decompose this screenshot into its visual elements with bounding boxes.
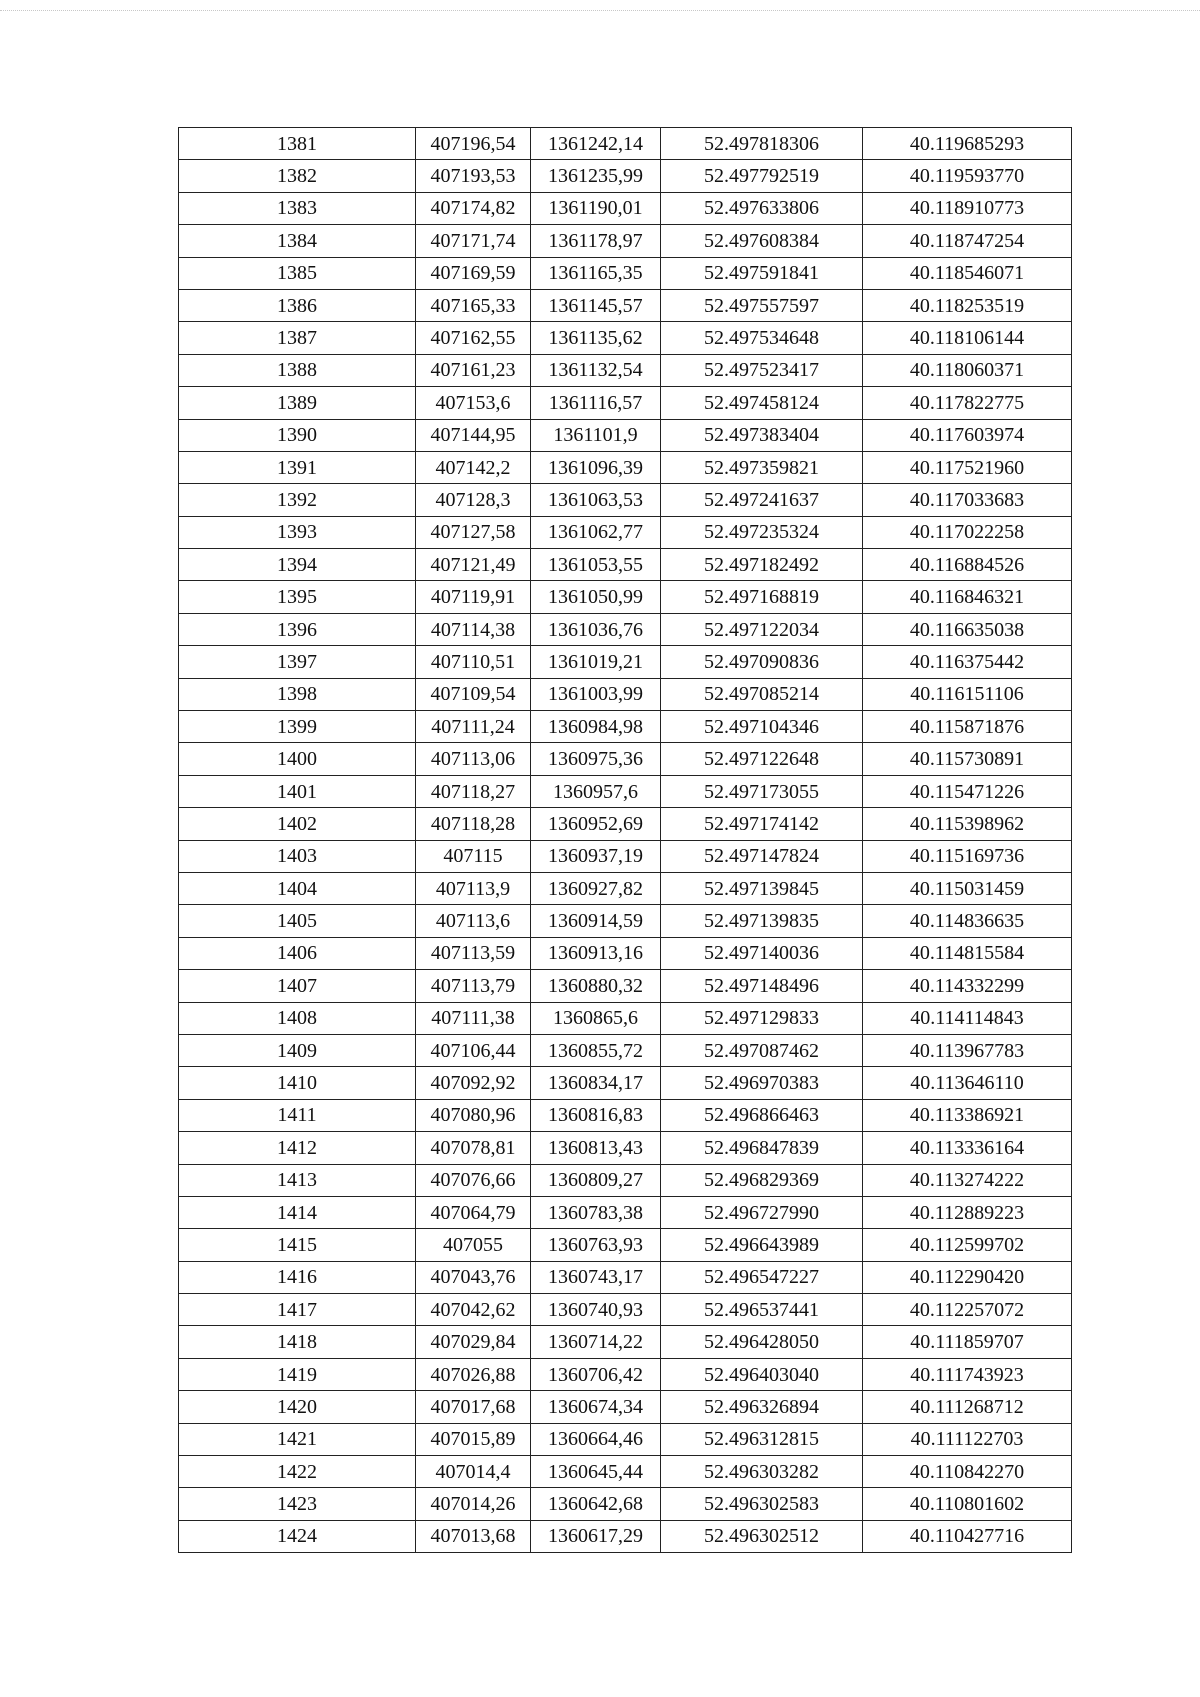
longitude-cell: 40.113967783 (863, 1034, 1072, 1066)
table-row (179, 257, 1072, 289)
longitude-cell: 40.117521960 (863, 451, 1072, 483)
y-coordinate-cell: 1360855,72 (531, 1034, 661, 1066)
x-coordinate-cell: 407153,6 (416, 387, 531, 419)
longitude-cell: 40.114836635 (863, 905, 1072, 937)
longitude-cell: 40.118747254 (863, 225, 1072, 257)
point-number-cell: 1401 (179, 775, 416, 807)
longitude-cell: 40.112257072 (863, 1294, 1072, 1326)
x-coordinate-cell: 407014,4 (416, 1456, 531, 1488)
y-coordinate-cell: 1361003,99 (531, 678, 661, 710)
longitude-cell: 40.113386921 (863, 1099, 1072, 1131)
x-coordinate-cell: 407113,06 (416, 743, 531, 775)
table-row (179, 225, 1072, 257)
latitude-cell: 52.496829369 (661, 1164, 863, 1196)
latitude-cell: 52.497818306 (661, 128, 863, 160)
point-number-cell: 1389 (179, 387, 416, 419)
table-row (179, 872, 1072, 904)
latitude-cell: 52.497174142 (661, 808, 863, 840)
longitude-cell: 40.115169736 (863, 840, 1072, 872)
point-number-cell: 1399 (179, 711, 416, 743)
x-coordinate-cell: 407029,84 (416, 1326, 531, 1358)
latitude-cell: 52.497147824 (661, 840, 863, 872)
table-row (179, 160, 1072, 192)
longitude-cell: 40.111859707 (863, 1326, 1072, 1358)
y-coordinate-cell: 1361036,76 (531, 613, 661, 645)
latitude-cell: 52.497148496 (661, 970, 863, 1002)
table-row (179, 840, 1072, 872)
latitude-cell: 52.497557597 (661, 289, 863, 321)
latitude-cell: 52.497591841 (661, 257, 863, 289)
latitude-cell: 52.497792519 (661, 160, 863, 192)
point-number-cell: 1413 (179, 1164, 416, 1196)
table-row (179, 970, 1072, 1002)
x-coordinate-cell: 407193,53 (416, 160, 531, 192)
table-row (179, 711, 1072, 743)
point-number-cell: 1416 (179, 1261, 416, 1293)
latitude-cell: 52.497608384 (661, 225, 863, 257)
x-coordinate-cell: 407092,92 (416, 1067, 531, 1099)
x-coordinate-cell: 407144,95 (416, 419, 531, 451)
x-coordinate-cell: 407014,26 (416, 1488, 531, 1520)
y-coordinate-cell: 1360816,83 (531, 1099, 661, 1131)
y-coordinate-cell: 1361116,57 (531, 387, 661, 419)
y-coordinate-cell: 1360642,68 (531, 1488, 661, 1520)
longitude-cell: 40.114114843 (863, 1002, 1072, 1034)
table-row (179, 743, 1072, 775)
scan-top-edge (0, 10, 1200, 11)
point-number-cell: 1419 (179, 1358, 416, 1390)
x-coordinate-cell: 407119,91 (416, 581, 531, 613)
x-coordinate-cell: 407165,33 (416, 289, 531, 321)
table-row (179, 1261, 1072, 1293)
latitude-cell: 52.497458124 (661, 387, 863, 419)
x-coordinate-cell: 407111,24 (416, 711, 531, 743)
longitude-cell: 40.118060371 (863, 354, 1072, 386)
latitude-cell: 52.497139845 (661, 872, 863, 904)
x-coordinate-cell: 407055 (416, 1229, 531, 1261)
point-number-cell: 1423 (179, 1488, 416, 1520)
y-coordinate-cell: 1360674,34 (531, 1391, 661, 1423)
longitude-cell: 40.117022258 (863, 516, 1072, 548)
x-coordinate-cell: 407115 (416, 840, 531, 872)
point-number-cell: 1408 (179, 1002, 416, 1034)
y-coordinate-cell: 1361135,62 (531, 322, 661, 354)
point-number-cell: 1417 (179, 1294, 416, 1326)
table-row (179, 1034, 1072, 1066)
x-coordinate-cell: 407043,76 (416, 1261, 531, 1293)
latitude-cell: 52.496302512 (661, 1520, 863, 1552)
latitude-cell: 52.497122034 (661, 613, 863, 645)
point-number-cell: 1390 (179, 419, 416, 451)
y-coordinate-cell: 1361242,14 (531, 128, 661, 160)
latitude-cell: 52.497087462 (661, 1034, 863, 1066)
point-number-cell: 1381 (179, 128, 416, 160)
longitude-cell: 40.115031459 (863, 872, 1072, 904)
longitude-cell: 40.116151106 (863, 678, 1072, 710)
y-coordinate-cell: 1360865,6 (531, 1002, 661, 1034)
y-coordinate-cell: 1360763,93 (531, 1229, 661, 1261)
longitude-cell: 40.116846321 (863, 581, 1072, 613)
longitude-cell: 40.111122703 (863, 1423, 1072, 1455)
longitude-cell: 40.110842270 (863, 1456, 1072, 1488)
x-coordinate-cell: 407113,6 (416, 905, 531, 937)
latitude-cell: 52.497122648 (661, 743, 863, 775)
x-coordinate-cell: 407042,62 (416, 1294, 531, 1326)
x-coordinate-cell: 407076,66 (416, 1164, 531, 1196)
longitude-cell: 40.116375442 (863, 646, 1072, 678)
y-coordinate-cell: 1361096,39 (531, 451, 661, 483)
latitude-cell: 52.497182492 (661, 549, 863, 581)
latitude-cell: 52.497090836 (661, 646, 863, 678)
y-coordinate-cell: 1361019,21 (531, 646, 661, 678)
table-row (179, 775, 1072, 807)
latitude-cell: 52.497359821 (661, 451, 863, 483)
x-coordinate-cell: 407078,81 (416, 1132, 531, 1164)
x-coordinate-cell: 407169,59 (416, 257, 531, 289)
table-row (179, 1358, 1072, 1390)
x-coordinate-cell: 407196,54 (416, 128, 531, 160)
longitude-cell: 40.113336164 (863, 1132, 1072, 1164)
table-row (179, 1456, 1072, 1488)
y-coordinate-cell: 1360984,98 (531, 711, 661, 743)
longitude-cell: 40.115730891 (863, 743, 1072, 775)
point-number-cell: 1397 (179, 646, 416, 678)
point-number-cell: 1394 (179, 549, 416, 581)
table-row (179, 128, 1072, 160)
x-coordinate-cell: 407171,74 (416, 225, 531, 257)
y-coordinate-cell: 1360937,19 (531, 840, 661, 872)
x-coordinate-cell: 407127,58 (416, 516, 531, 548)
table-row (179, 646, 1072, 678)
point-number-cell: 1402 (179, 808, 416, 840)
longitude-cell: 40.117822775 (863, 387, 1072, 419)
latitude-cell: 52.497140036 (661, 937, 863, 969)
table-row (179, 613, 1072, 645)
longitude-cell: 40.111268712 (863, 1391, 1072, 1423)
table-row (179, 1132, 1072, 1164)
table-row (179, 1099, 1072, 1131)
x-coordinate-cell: 407026,88 (416, 1358, 531, 1390)
table-row (179, 1423, 1072, 1455)
point-number-cell: 1410 (179, 1067, 416, 1099)
longitude-cell: 40.113274222 (863, 1164, 1072, 1196)
point-number-cell: 1418 (179, 1326, 416, 1358)
longitude-cell: 40.119685293 (863, 128, 1072, 160)
y-coordinate-cell: 1360927,82 (531, 872, 661, 904)
y-coordinate-cell: 1361101,9 (531, 419, 661, 451)
y-coordinate-cell: 1360975,36 (531, 743, 661, 775)
y-coordinate-cell: 1361050,99 (531, 581, 661, 613)
y-coordinate-cell: 1360952,69 (531, 808, 661, 840)
x-coordinate-cell: 407113,9 (416, 872, 531, 904)
longitude-cell: 40.118910773 (863, 192, 1072, 224)
table-row (179, 322, 1072, 354)
x-coordinate-cell: 407064,79 (416, 1196, 531, 1228)
y-coordinate-cell: 1360880,32 (531, 970, 661, 1002)
table-row (179, 419, 1072, 451)
table-row (179, 678, 1072, 710)
coordinates-table (178, 127, 1072, 1553)
latitude-cell: 52.496303282 (661, 1456, 863, 1488)
latitude-cell: 52.497168819 (661, 581, 863, 613)
x-coordinate-cell: 407080,96 (416, 1099, 531, 1131)
latitude-cell: 52.496312815 (661, 1423, 863, 1455)
x-coordinate-cell: 407015,89 (416, 1423, 531, 1455)
table-row (179, 937, 1072, 969)
longitude-cell: 40.112290420 (863, 1261, 1072, 1293)
y-coordinate-cell: 1360813,43 (531, 1132, 661, 1164)
latitude-cell: 52.497241637 (661, 484, 863, 516)
x-coordinate-cell: 407128,3 (416, 484, 531, 516)
point-number-cell: 1405 (179, 905, 416, 937)
longitude-cell: 40.111743923 (863, 1358, 1072, 1390)
y-coordinate-cell: 1360714,22 (531, 1326, 661, 1358)
x-coordinate-cell: 407113,59 (416, 937, 531, 969)
point-number-cell: 1420 (179, 1391, 416, 1423)
latitude-cell: 52.496547227 (661, 1261, 863, 1293)
point-number-cell: 1424 (179, 1520, 416, 1552)
latitude-cell: 52.497534648 (661, 322, 863, 354)
longitude-cell: 40.117603974 (863, 419, 1072, 451)
x-coordinate-cell: 407013,68 (416, 1520, 531, 1552)
point-number-cell: 1415 (179, 1229, 416, 1261)
longitude-cell: 40.112889223 (863, 1196, 1072, 1228)
table-row (179, 516, 1072, 548)
point-number-cell: 1411 (179, 1099, 416, 1131)
latitude-cell: 52.497383404 (661, 419, 863, 451)
latitude-cell: 52.497129833 (661, 1002, 863, 1034)
longitude-cell: 40.114815584 (863, 937, 1072, 969)
point-number-cell: 1386 (179, 289, 416, 321)
y-coordinate-cell: 1360740,93 (531, 1294, 661, 1326)
x-coordinate-cell: 407161,23 (416, 354, 531, 386)
y-coordinate-cell: 1361053,55 (531, 549, 661, 581)
y-coordinate-cell: 1360783,38 (531, 1196, 661, 1228)
latitude-cell: 52.496866463 (661, 1099, 863, 1131)
latitude-cell: 52.496970383 (661, 1067, 863, 1099)
table-row (179, 905, 1072, 937)
longitude-cell: 40.114332299 (863, 970, 1072, 1002)
latitude-cell: 52.497173055 (661, 775, 863, 807)
y-coordinate-cell: 1360913,16 (531, 937, 661, 969)
table-row (179, 354, 1072, 386)
latitude-cell: 52.496537441 (661, 1294, 863, 1326)
point-number-cell: 1388 (179, 354, 416, 386)
table-row (179, 1229, 1072, 1261)
x-coordinate-cell: 407110,51 (416, 646, 531, 678)
x-coordinate-cell: 407162,55 (416, 322, 531, 354)
longitude-cell: 40.119593770 (863, 160, 1072, 192)
latitude-cell: 52.497235324 (661, 516, 863, 548)
point-number-cell: 1404 (179, 872, 416, 904)
table-row (179, 1196, 1072, 1228)
longitude-cell: 40.117033683 (863, 484, 1072, 516)
longitude-cell: 40.115398962 (863, 808, 1072, 840)
table-row (179, 289, 1072, 321)
longitude-cell: 40.116884526 (863, 549, 1072, 581)
latitude-cell: 52.496847839 (661, 1132, 863, 1164)
table-row (179, 451, 1072, 483)
point-number-cell: 1400 (179, 743, 416, 775)
table-row (179, 581, 1072, 613)
point-number-cell: 1412 (179, 1132, 416, 1164)
table-row (179, 1391, 1072, 1423)
table-row (179, 1520, 1072, 1552)
y-coordinate-cell: 1361145,57 (531, 289, 661, 321)
y-coordinate-cell: 1361235,99 (531, 160, 661, 192)
point-number-cell: 1393 (179, 516, 416, 548)
x-coordinate-cell: 407111,38 (416, 1002, 531, 1034)
longitude-cell: 40.110427716 (863, 1520, 1072, 1552)
x-coordinate-cell: 407142,2 (416, 451, 531, 483)
longitude-cell: 40.112599702 (863, 1229, 1072, 1261)
latitude-cell: 52.496302583 (661, 1488, 863, 1520)
x-coordinate-cell: 407118,28 (416, 808, 531, 840)
longitude-cell: 40.116635038 (863, 613, 1072, 645)
longitude-cell: 40.118106144 (863, 322, 1072, 354)
latitude-cell: 52.496428050 (661, 1326, 863, 1358)
latitude-cell: 52.497085214 (661, 678, 863, 710)
y-coordinate-cell: 1361062,77 (531, 516, 661, 548)
longitude-cell: 40.113646110 (863, 1067, 1072, 1099)
point-number-cell: 1383 (179, 192, 416, 224)
point-number-cell: 1414 (179, 1196, 416, 1228)
longitude-cell: 40.115471226 (863, 775, 1072, 807)
longitude-cell: 40.118546071 (863, 257, 1072, 289)
y-coordinate-cell: 1360706,42 (531, 1358, 661, 1390)
latitude-cell: 52.496643989 (661, 1229, 863, 1261)
table-row (179, 1294, 1072, 1326)
point-number-cell: 1392 (179, 484, 416, 516)
table-row (179, 808, 1072, 840)
point-number-cell: 1382 (179, 160, 416, 192)
point-number-cell: 1385 (179, 257, 416, 289)
latitude-cell: 52.496326894 (661, 1391, 863, 1423)
latitude-cell: 52.496403040 (661, 1358, 863, 1390)
latitude-cell: 52.497139835 (661, 905, 863, 937)
x-coordinate-cell: 407114,38 (416, 613, 531, 645)
point-number-cell: 1391 (179, 451, 416, 483)
point-number-cell: 1395 (179, 581, 416, 613)
table-row (179, 549, 1072, 581)
longitude-cell: 40.110801602 (863, 1488, 1072, 1520)
x-coordinate-cell: 407017,68 (416, 1391, 531, 1423)
y-coordinate-cell: 1360617,29 (531, 1520, 661, 1552)
table-row (179, 387, 1072, 419)
latitude-cell: 52.497523417 (661, 354, 863, 386)
y-coordinate-cell: 1361132,54 (531, 354, 661, 386)
x-coordinate-cell: 407106,44 (416, 1034, 531, 1066)
y-coordinate-cell: 1360743,17 (531, 1261, 661, 1293)
table-row (179, 1002, 1072, 1034)
x-coordinate-cell: 407118,27 (416, 775, 531, 807)
point-number-cell: 1407 (179, 970, 416, 1002)
latitude-cell: 52.497633806 (661, 192, 863, 224)
y-coordinate-cell: 1361165,35 (531, 257, 661, 289)
latitude-cell: 52.496727990 (661, 1196, 863, 1228)
x-coordinate-cell: 407121,49 (416, 549, 531, 581)
y-coordinate-cell: 1360834,17 (531, 1067, 661, 1099)
point-number-cell: 1387 (179, 322, 416, 354)
table-row (179, 484, 1072, 516)
point-number-cell: 1398 (179, 678, 416, 710)
table-row (179, 1326, 1072, 1358)
y-coordinate-cell: 1360645,44 (531, 1456, 661, 1488)
x-coordinate-cell: 407109,54 (416, 678, 531, 710)
y-coordinate-cell: 1361190,01 (531, 192, 661, 224)
longitude-cell: 40.115871876 (863, 711, 1072, 743)
point-number-cell: 1409 (179, 1034, 416, 1066)
y-coordinate-cell: 1360914,59 (531, 905, 661, 937)
coordinates-table-body (179, 128, 1072, 1553)
y-coordinate-cell: 1360957,6 (531, 775, 661, 807)
point-number-cell: 1384 (179, 225, 416, 257)
y-coordinate-cell: 1361178,97 (531, 225, 661, 257)
point-number-cell: 1396 (179, 613, 416, 645)
point-number-cell: 1403 (179, 840, 416, 872)
y-coordinate-cell: 1360664,46 (531, 1423, 661, 1455)
table-row (179, 1164, 1072, 1196)
table-row (179, 192, 1072, 224)
x-coordinate-cell: 407174,82 (416, 192, 531, 224)
point-number-cell: 1422 (179, 1456, 416, 1488)
y-coordinate-cell: 1361063,53 (531, 484, 661, 516)
table-row (179, 1488, 1072, 1520)
table-row (179, 1067, 1072, 1099)
x-coordinate-cell: 407113,79 (416, 970, 531, 1002)
y-coordinate-cell: 1360809,27 (531, 1164, 661, 1196)
latitude-cell: 52.497104346 (661, 711, 863, 743)
point-number-cell: 1421 (179, 1423, 416, 1455)
longitude-cell: 40.118253519 (863, 289, 1072, 321)
point-number-cell: 1406 (179, 937, 416, 969)
